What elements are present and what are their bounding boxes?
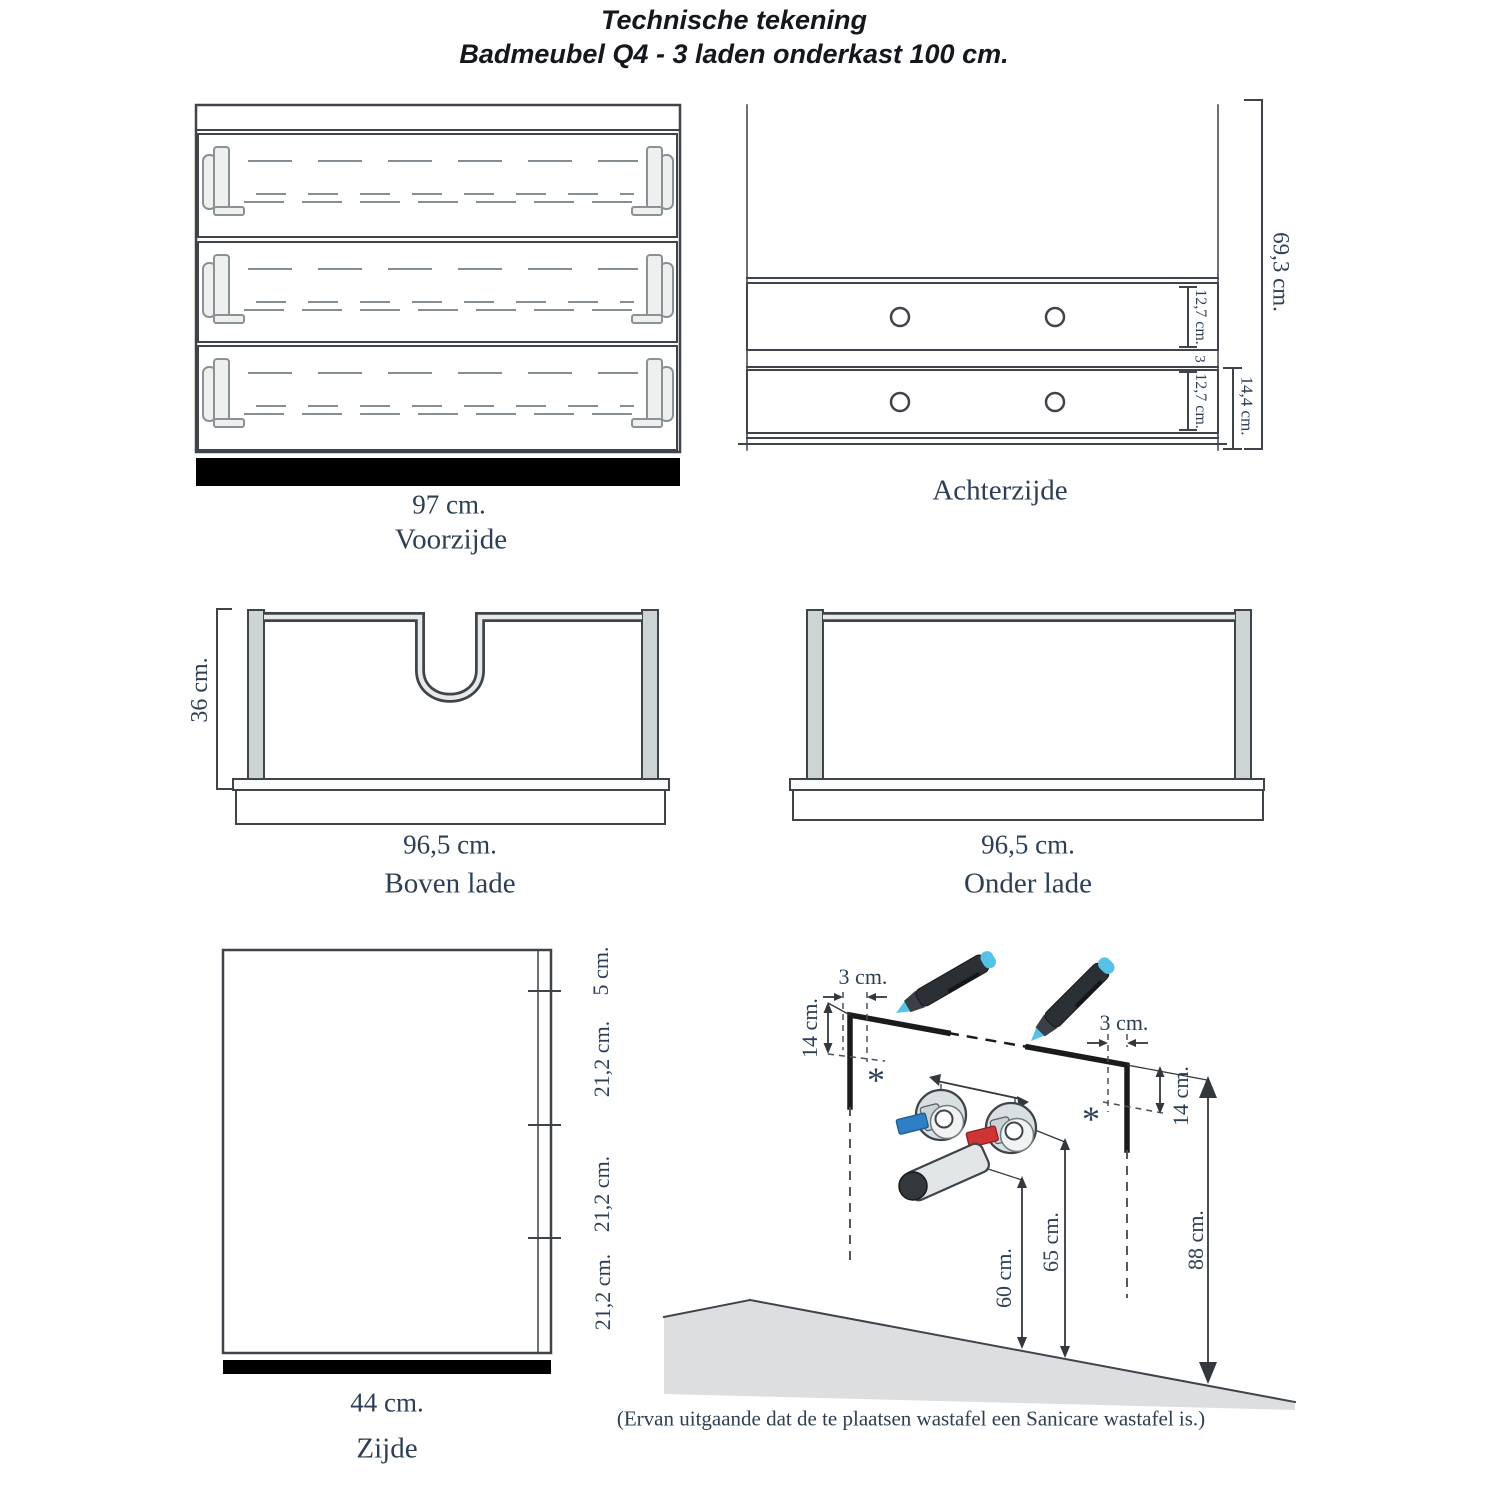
zijde-segment-dim: 21,2 cm. bbox=[590, 1253, 615, 1331]
onder-lade-label: Onder lade bbox=[963, 867, 1093, 900]
achterzijde-view bbox=[739, 100, 1262, 450]
screw-hole bbox=[891, 308, 909, 326]
width-dimension-bracket bbox=[236, 792, 665, 824]
achterzijde-upper-drawer-dim: 12,7 cm. bbox=[1192, 289, 1209, 345]
installatie-view bbox=[664, 944, 1295, 1410]
asterisk-marker: * bbox=[867, 1060, 885, 1100]
install-basin-height-dim: 88 cm. bbox=[1183, 1210, 1208, 1270]
install-offset-right-dim: 3 cm. bbox=[1099, 1010, 1149, 1035]
drawer-front bbox=[198, 346, 677, 450]
mounting-bracket-right bbox=[1028, 1047, 1127, 1150]
arrowhead bbox=[1099, 1039, 1108, 1047]
zijde-width-dim: 44 cm. bbox=[350, 1387, 424, 1418]
screw-hole bbox=[1046, 308, 1064, 326]
zijde-segment-dim: 5 cm. bbox=[588, 946, 613, 996]
side-panel-outline bbox=[223, 950, 551, 1353]
drawer-base-plate bbox=[790, 779, 1264, 790]
zijde-view bbox=[223, 950, 583, 1374]
extension-line bbox=[1127, 1065, 1207, 1080]
leader-line bbox=[1035, 1130, 1065, 1142]
zijde-segment-dim: 21,2 cm. bbox=[589, 1020, 614, 1098]
install-drop-left-dim: 14 cm. bbox=[797, 998, 822, 1058]
drawer-back-wall bbox=[264, 617, 642, 698]
drawer-base-plate bbox=[233, 779, 669, 790]
onder-lade-width-dim: 96,5 cm. bbox=[981, 829, 1075, 860]
arrowhead bbox=[1127, 1039, 1136, 1047]
spout-end-cap bbox=[899, 1172, 927, 1200]
drawer-front bbox=[198, 134, 677, 237]
width-dimension-bracket bbox=[223, 1360, 551, 1374]
achterzijde-gap-dim: 3 bbox=[1191, 355, 1208, 363]
arrowhead bbox=[1060, 1138, 1070, 1150]
install-drop-right-dim: 14 cm. bbox=[1168, 1066, 1193, 1126]
drawer-side-post bbox=[642, 610, 658, 779]
arrowhead bbox=[1199, 1362, 1217, 1384]
marker-pen-icon bbox=[891, 948, 998, 1021]
zijde-label: Zijde bbox=[356, 1432, 418, 1465]
width-dimension-bracket bbox=[196, 458, 680, 486]
depth-dimension-bracket bbox=[217, 609, 231, 789]
arrowhead bbox=[824, 1043, 833, 1054]
extension-line bbox=[828, 1003, 850, 1015]
spout-cylinder bbox=[899, 1141, 991, 1203]
install-valve-height-dim: 65 cm. bbox=[1038, 1212, 1063, 1272]
drawer-side-post bbox=[807, 610, 823, 779]
leader-line bbox=[985, 1168, 1022, 1180]
boven-lade-depth-dim: 36 cm. bbox=[187, 657, 213, 723]
siphon-cutout bbox=[264, 617, 642, 698]
back-panel-upper bbox=[747, 283, 1218, 350]
drawer-side-post bbox=[248, 610, 264, 779]
width-dimension-bracket bbox=[793, 792, 1263, 820]
screw-hole bbox=[1046, 393, 1064, 411]
voorzijde-view bbox=[196, 105, 680, 486]
boven-lade-width-dim: 96,5 cm. bbox=[403, 829, 497, 860]
voorzijde-width-dim: 97 cm. bbox=[412, 489, 486, 520]
achterzijde-lower-drawer-dim: 12,7 cm. bbox=[1192, 373, 1209, 429]
arrowhead bbox=[1060, 1346, 1070, 1358]
asterisk-marker: * bbox=[1082, 1099, 1100, 1139]
page-title bbox=[0, 4, 1468, 72]
arrowhead bbox=[867, 993, 876, 1001]
arrowhead bbox=[834, 993, 843, 1001]
install-spout-height-dim: 60 cm. bbox=[991, 1248, 1016, 1308]
screw-hole bbox=[891, 393, 909, 411]
achterzijde-height-dim: 69,3 cm. bbox=[1268, 232, 1294, 312]
basin-edge-dashed bbox=[948, 1033, 1028, 1047]
boven-lade-view bbox=[217, 609, 669, 824]
install-caption: (Ervan uitgaande dat de te plaatsen wastafel een Sanicare wastafel is.) bbox=[616, 1406, 1206, 1431]
zijde-segment-dim: 21,2 cm. bbox=[589, 1155, 614, 1233]
boven-lade-label: Boven lade bbox=[384, 867, 516, 900]
valve-cold bbox=[894, 1090, 966, 1140]
back-panel-lower bbox=[747, 370, 1218, 433]
page-title-line2: Badmeubel Q4 - 3 laden onderkast 100 cm. bbox=[459, 38, 1009, 69]
drawer-side-post bbox=[1235, 610, 1251, 779]
voorzijde-label: Voorzijde bbox=[394, 523, 508, 556]
install-offset-left-dim: 3 cm. bbox=[838, 964, 888, 989]
arrowhead bbox=[1017, 1337, 1027, 1349]
achterzijde-plinth-dim: 14,4 cm. bbox=[1237, 376, 1257, 436]
page-title-line1: Technische tekening bbox=[600, 5, 868, 35]
onder-lade-view bbox=[790, 610, 1264, 820]
floor bbox=[664, 1300, 1295, 1410]
arrowhead bbox=[929, 1074, 941, 1086]
arrowhead bbox=[1017, 1176, 1027, 1188]
drawer-front bbox=[198, 242, 677, 342]
achterzijde-label: Achterzijde bbox=[932, 474, 1068, 507]
